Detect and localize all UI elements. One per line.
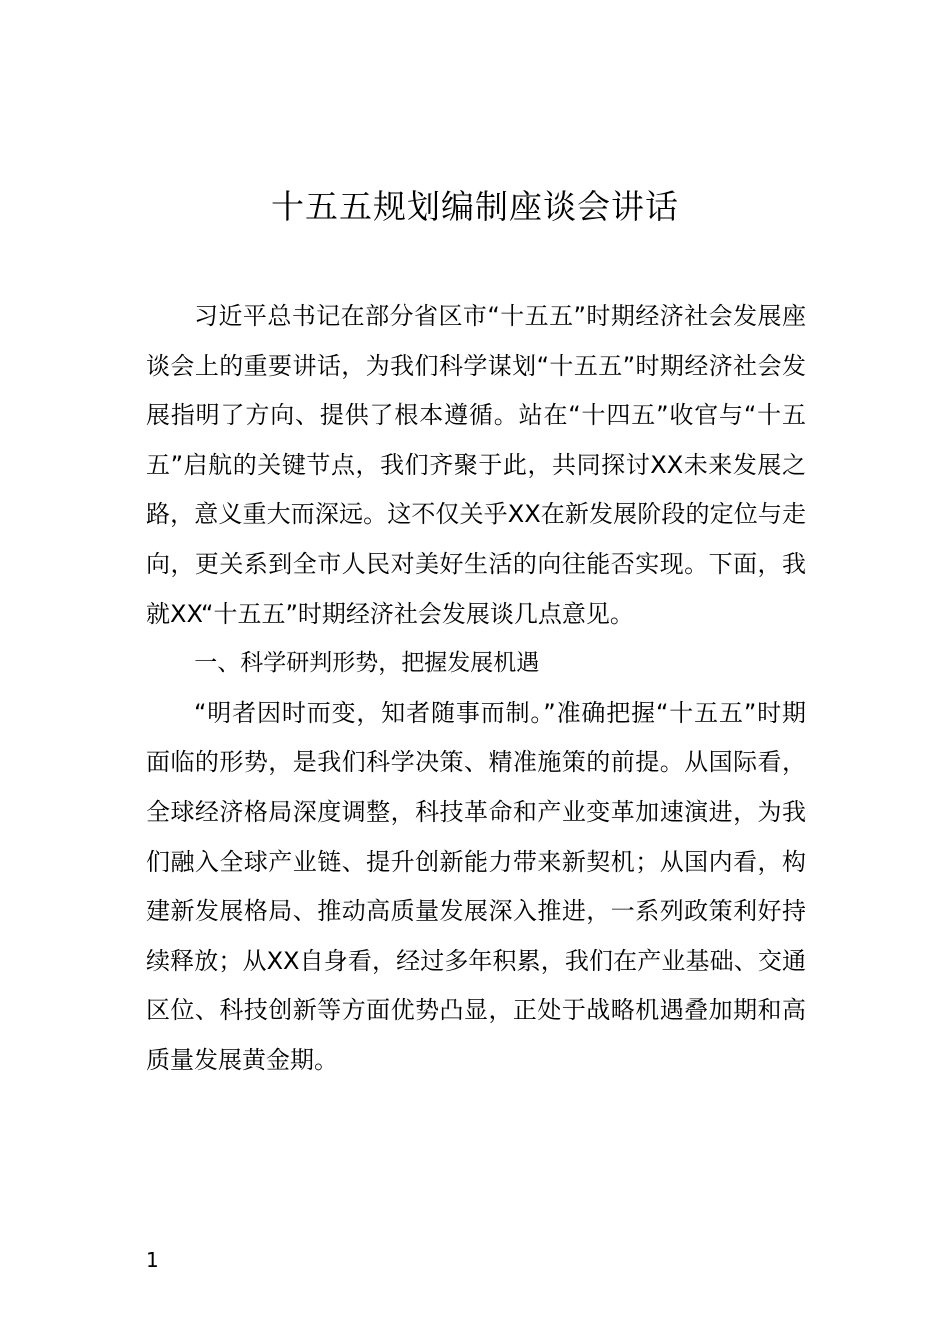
section-paragraph: “明者因时而变，知者随事而制。”准确把握“十五五”时期面临的形势，是我们科学决策、精准施策的前提。从国际看，全球经济格局深度调整，科技革命和产业变革加速演进，为我们融入全球产业链、提升创新能力带来新契机；从国内看，构建新发展格局、推动高质量发展深入推进，一系列政策利好持续释放；从XX自身看，经过多年积累，我们在产业基础、交通区位、科技创新等方面优势凸显，正处于战略机遇叠加期和高质量发展黄金期。 xyxy=(146,698,806,1074)
page-number: 1 xyxy=(146,1248,159,1272)
section-heading: 一、科学研判形势，把握发展机遇 xyxy=(194,650,540,677)
intro-paragraph: 习近平总书记在部分省区市“十五五”时期经济社会发展座谈会上的重要讲话，为我们科学谋划“十五五”时期经济社会发展指明了方向、提供了根本遵循。站在“十四五”收官与“十五五”启航的关键节点，我们齐聚于此，共同探讨XX未来发展之路，意义重大而深远。这不仅关乎XX在新发展阶段的定位与走向，更关系到全市人民对美好生活的向往能否实现。下面，我就XX“十五五”时期经济社会发展谈几点意见。 xyxy=(146,302,806,628)
document-title: 十五五规划编制座谈会讲话 xyxy=(271,187,679,226)
document-body xyxy=(146,292,806,1086)
